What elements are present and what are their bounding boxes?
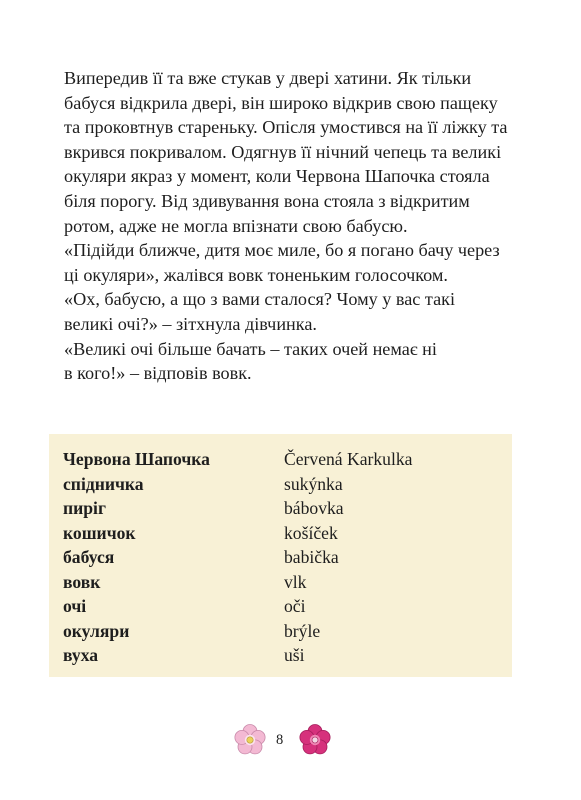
vocabulary-row bbox=[63, 545, 503, 570]
vocabulary-row bbox=[63, 521, 503, 546]
vocabulary-row bbox=[63, 570, 503, 595]
vocabulary-term-ukrainian: вуха bbox=[63, 645, 99, 665]
vocabulary-row bbox=[63, 643, 503, 668]
text-line: в кого!» – відповів вовк. bbox=[64, 363, 252, 384]
text-line: великі очі?» – зітхнула дівчинка. bbox=[64, 313, 317, 334]
vocabulary-row bbox=[63, 472, 503, 497]
vocabulary-term-ukrainian: кошичок bbox=[63, 522, 136, 543]
vocabulary-term-czech: brýle bbox=[284, 620, 321, 641]
vocabulary-term-ukrainian: вовк bbox=[63, 571, 101, 592]
story-text bbox=[64, 66, 524, 386]
text-line: Випередив її та вже стукав у двері хатини. Як тільки bbox=[64, 68, 472, 88]
page-number: 8 bbox=[276, 732, 284, 748]
magenta-flower-icon bbox=[298, 723, 332, 757]
text-line: біля порогу. Від здивування вона стояла з відкритим bbox=[64, 190, 470, 211]
text-line: ці окуляри», жалівся вовк тоненьким голосочком. bbox=[64, 264, 448, 285]
vocabulary-term-ukrainian: спідничка bbox=[63, 473, 144, 494]
story-paragraph bbox=[64, 287, 524, 336]
vocabulary-term-ukrainian: бабуся bbox=[63, 547, 115, 567]
text-line: «Великі очі більше бачать – таких очей немає ні bbox=[64, 338, 437, 359]
vocabulary-term-czech: sukýnka bbox=[284, 473, 343, 494]
vocabulary-term-ukrainian: очі bbox=[63, 596, 87, 616]
text-line: вкрився покривалом. Одягнув її нічний чепець та великі bbox=[64, 141, 502, 162]
vocabulary-term-czech: bábovka bbox=[284, 498, 344, 518]
text-line: та проковтнув стареньку. Опісля умостився на її ліжку та bbox=[64, 117, 508, 138]
vocabulary-term-czech: košíček bbox=[284, 522, 338, 543]
vocabulary-box bbox=[49, 434, 512, 677]
vocabulary-row bbox=[63, 447, 503, 472]
vocabulary-term-czech: vlk bbox=[284, 571, 307, 592]
text-line: окуляри якраз у момент, коли Червона Шапочка стояла bbox=[64, 166, 490, 187]
vocabulary-term-ukrainian: окуляри bbox=[63, 620, 130, 641]
vocabulary-row bbox=[63, 619, 503, 644]
vocabulary-row bbox=[63, 594, 503, 619]
vocabulary-term-czech: Červená Karkulka bbox=[284, 449, 413, 469]
vocabulary-term-czech: oči bbox=[284, 596, 306, 616]
page-footer bbox=[0, 723, 581, 759]
story-paragraph bbox=[64, 238, 524, 287]
text-line: ротом, адже не могла впізнати свою бабусю. bbox=[64, 215, 408, 236]
vocabulary-term-czech: uši bbox=[284, 645, 305, 665]
vocabulary-term-ukrainian: пиріг bbox=[63, 498, 106, 518]
text-line: «Підійди ближче, дитя моє миле, бо я погано бачу через bbox=[64, 240, 500, 261]
text-line: бабуся відкрила двері, він широко відкрив свою пащеку bbox=[64, 92, 498, 113]
text-line: «Ох, бабусю, а що з вами сталося? Чому у вас такі bbox=[64, 289, 456, 310]
vocabulary-row bbox=[63, 496, 503, 521]
story-paragraph bbox=[64, 66, 524, 238]
story-paragraph bbox=[64, 337, 524, 386]
vocabulary-term-ukrainian: Червона Шапочка bbox=[63, 449, 210, 469]
pale-pink-flower-icon bbox=[233, 723, 267, 757]
vocabulary-term-czech: babička bbox=[284, 547, 339, 567]
